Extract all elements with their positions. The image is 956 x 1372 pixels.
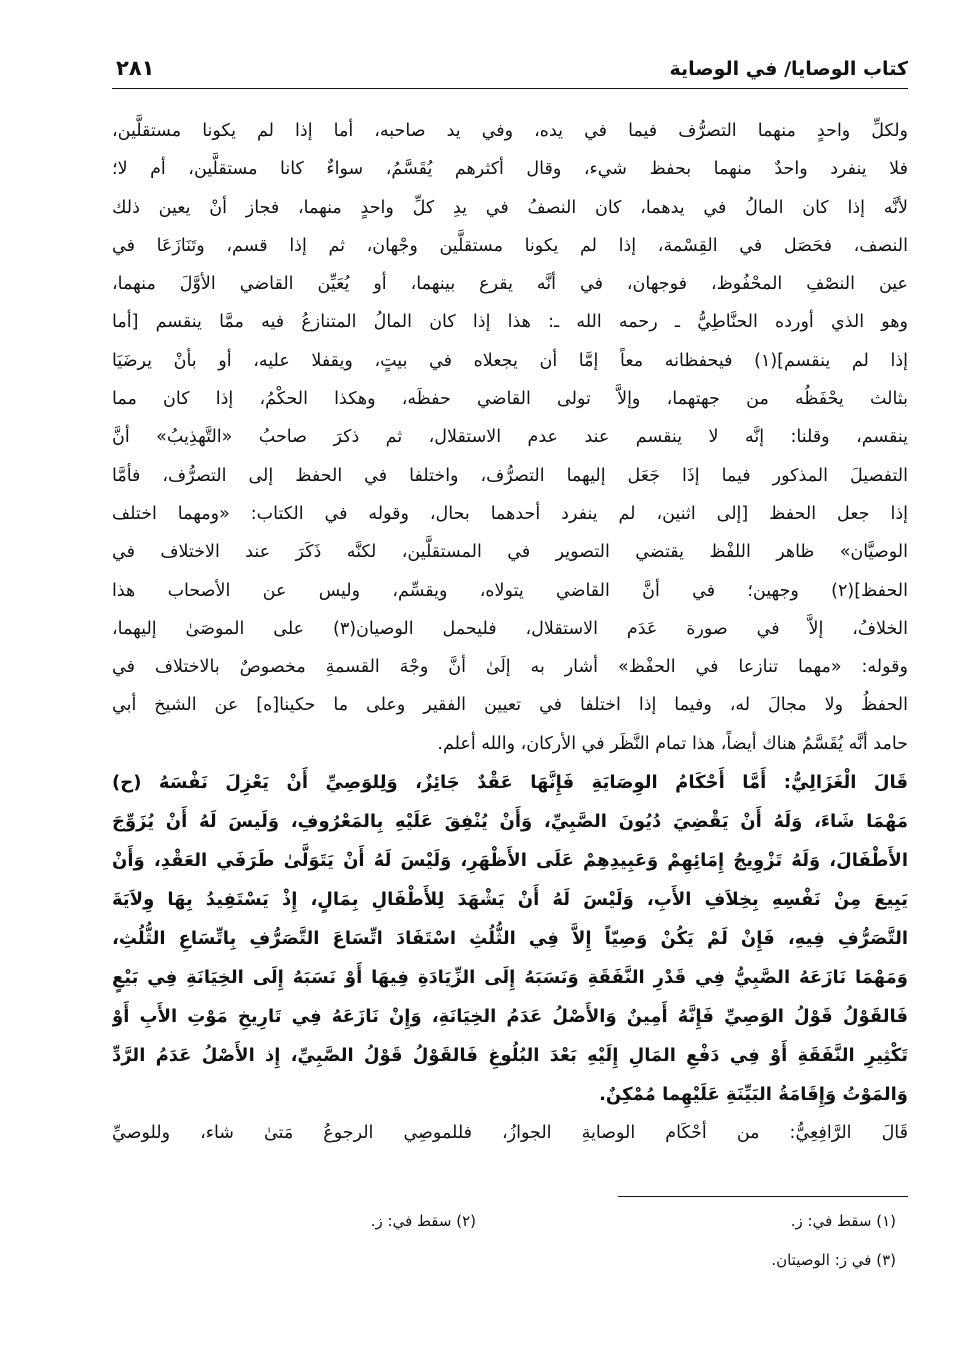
text-line: حامد أنَّه يُقَسَّمُ هناك أيضاً، هذا تمام النَّظَر في الأركان، والله أعلم. bbox=[437, 733, 908, 754]
text-line: الحفظ](٢) وجهين؛ في أنَّ القاضي يتولاه، ويقسِّم، وليس عن الأصحاب هذا bbox=[112, 580, 908, 601]
text-line: لأنَّه إذا كان المالُ في يدهما، كان النصفُ في يدِ كلِّ واحدٍ منهما، فجاز أنْ يعين ذلك bbox=[112, 197, 908, 218]
text-line: التفصيلَ المذكور فيما إذَا جَعَل إليهما التصرُّف، واختلفا في الحفظ إلى التصرُّف، فأمَّا bbox=[112, 465, 908, 486]
matn-line: فَالقَوْلُ قَوْلُ الوَصِيِّ فَإِنَّهُ أَمِينٌ وَالأَصْلُ عَدَمُ الخِيَانَةِ، وَإِنْ نَازَعَهُ فِي تَارِيخِ مَوْتِ الأَبِ أَوْ bbox=[112, 1006, 908, 1028]
text-line: ينقسم، وقلنا: إنَّه لا ينقسم عند عدم الاستقلال، ثم ذكرَ صاحبُ «التَّهذِيبُ» أنَّ bbox=[112, 427, 908, 448]
text-line: إذا جعل الحفظ [إلى اثنين، لم ينفرد أحدهما بحال، وقوله في الكتاب: «ومهما اختلف bbox=[112, 503, 908, 524]
matn-line: وَالمَوْتُ وَإِقَامَةُ البَيِّنَةِ عَلَيْهِما مُمْكِنٌ. bbox=[599, 1084, 908, 1106]
footnote-1: (١) سقط في: ز. bbox=[790, 1212, 896, 1230]
footnote-separator bbox=[618, 1196, 908, 1197]
page-number: ٢٨١ bbox=[116, 56, 155, 80]
matn-line: الأَطْفَالَ، وَلَهُ تَزْوِيجُ إِمَائِهِمْ وَعَبِيدِهِمْ عَلَى الأَظْهَرِ، وَلَيْسَ لَهُ أَنْ يَتَوَلَّىٰ طَرَفَي العَقْدِ، وَأَنْ bbox=[112, 850, 908, 872]
text-line: الوصيَّان» ظاهر اللفْظ يقتضي التصوير في المستقلَّين، لكنَّه ذَكَرَ عند الاختلاف في bbox=[112, 542, 908, 563]
matn-line: وَمَهْمَا نَازَعَهُ الصَّبِيُّ فِي قَدْرِ النَّفَقَةِ وَنَسَبَهُ إِلَى الزِّيَادَةِ فِيهَا أَوْ نَسَبَهُ إِلَى الخِيَانَةِ فِي بَيْعٍ bbox=[112, 967, 908, 989]
text-line: ولكلِّ واحدٍ منهما التصرُّف فيما في يده، وفي يد صاحبه، أما إذا لم يكونا مستقلَّين، bbox=[112, 121, 908, 141]
text-line: النصف، فحَصَل في القِسْمة، إذا لم يكونا مستقلَّين وجْهان، ثم إذا قسم، وتَنَازَعَا في bbox=[112, 235, 908, 256]
text-line: عين النصْفِ المحْفُوظ، فوجهان، في أنَّه يقرع بينهما، أو يُعَيِّن القاضي الأوَّلَ منهما، bbox=[112, 274, 908, 295]
text-line: الحفظُ ولا مجالَ له، وفيما إذا اختلفا في تعيين الفقير وعلى ما حكينا[ه] عن الشيخ أبي bbox=[112, 695, 908, 716]
text-line: إذا لم ينقسم](١) فيحفظانه معاً إمَّا أن يجعلاه في بيتٍ، ويقفلا عليه، أو بأنْ يرضَيَا bbox=[112, 350, 908, 371]
matn-line: التَّصَرُّفِ فِيهِ، فَإِنْ لَمْ يَكُنْ وَصِيّاً إِلاَّ فِي الثُّلُثِ اسْتَفَادَ اتِّسَاعَ التَّصَرُّفِ بِاتِّسَاعِ الثُّلُثِ، bbox=[112, 928, 908, 950]
running-header bbox=[112, 52, 908, 89]
text-line: قَالَ الرَّافِعِيُّ: من أحْكَام الوصايةِ الجوازُ، فللموصِي الرجوعُ مَتىٰ شاء، وللوصيِّ bbox=[112, 1123, 908, 1144]
matn-line: يَبِيعَ مِنْ نَفْسِهِ بِخِلاَفِ الأَبِ، وَلَيْسَ لَهُ أَنْ يَشْهَدَ لِلأَطْفَالِ بِمَالٍ، إِذْ يَسْتَفِيدُ بِهَا وِلاَيَةَ bbox=[112, 889, 908, 911]
text-line: وهو الذي أورده الحنَّاطِيُّ ـ رحمه الله ـ: هذا إذا كان المالُ المتنازعُ فيه ممَّا ينقسم [أما bbox=[112, 312, 908, 333]
footnote-2: (٢) سقط في: ز. bbox=[370, 1212, 476, 1230]
text-line: فلا ينفرد واحدٌ منهما بحفظ شيء، وقال أكثرهم يُقَسَّمُ، سواءٌ كانا مستقلَّين، أم لا؛ bbox=[112, 159, 908, 180]
text-line: بثالث يحْفَظُه من جهتهما، وإلاَّ تولى القاضي حفظَه، وهكذا الحكْمُ، إذا كان مما bbox=[112, 389, 908, 410]
footnote-3: (٣) في ز: الوصيتان. bbox=[771, 1251, 896, 1269]
page-body bbox=[112, 112, 908, 1152]
text-line: وقوله: «مهما تنازعا في الحفْظ» أشار به إلَىٰ أنَّ وجْهَ القسمةِ مخصوصٌ بالاختلاف في bbox=[112, 657, 908, 678]
matn-line: قَالَ الْغَزَالِيُّ: أَمَّا أَحْكَامُ الوِصَايَةِ فَإِنَّهَا عَقْدٌ جَائِزٌ، وَلِلوَصِيِّ أَنْ يَعْزِلَ نَفْسَهُ (ح) bbox=[112, 772, 908, 794]
matn-line: تَكْثِيرِ النَّفَقَةِ أَوْ فِي دَفْعِ المَالِ إِلَيْهِ بَعْدَ البُلُوغِ فَالقَوْلُ قَوْلُ الصَّبِيِّ، إِذ الأَصْلُ عَدَمُ الرَّدِّ bbox=[112, 1045, 908, 1067]
matn-line: مَهْمَا شَاءَ، وَلَهُ أَنْ يَقْضِيَ دُيُونَ الصَّبِيِّ، وَأَنْ يُنْفِقَ عَلَيْهِ بِالمَعْرُوفِ، وَلَيسَ لَهُ أَنْ يُزَوِّجَ bbox=[112, 811, 908, 833]
text-line: الخلافُ، إلاَّ في صورة عَدَم الاستقلال، فليحمل الوصيان(٣) على الموصَىٰ إليهما، bbox=[112, 618, 908, 639]
running-title: كتاب الوصايا/ في الوصاية bbox=[669, 58, 908, 80]
